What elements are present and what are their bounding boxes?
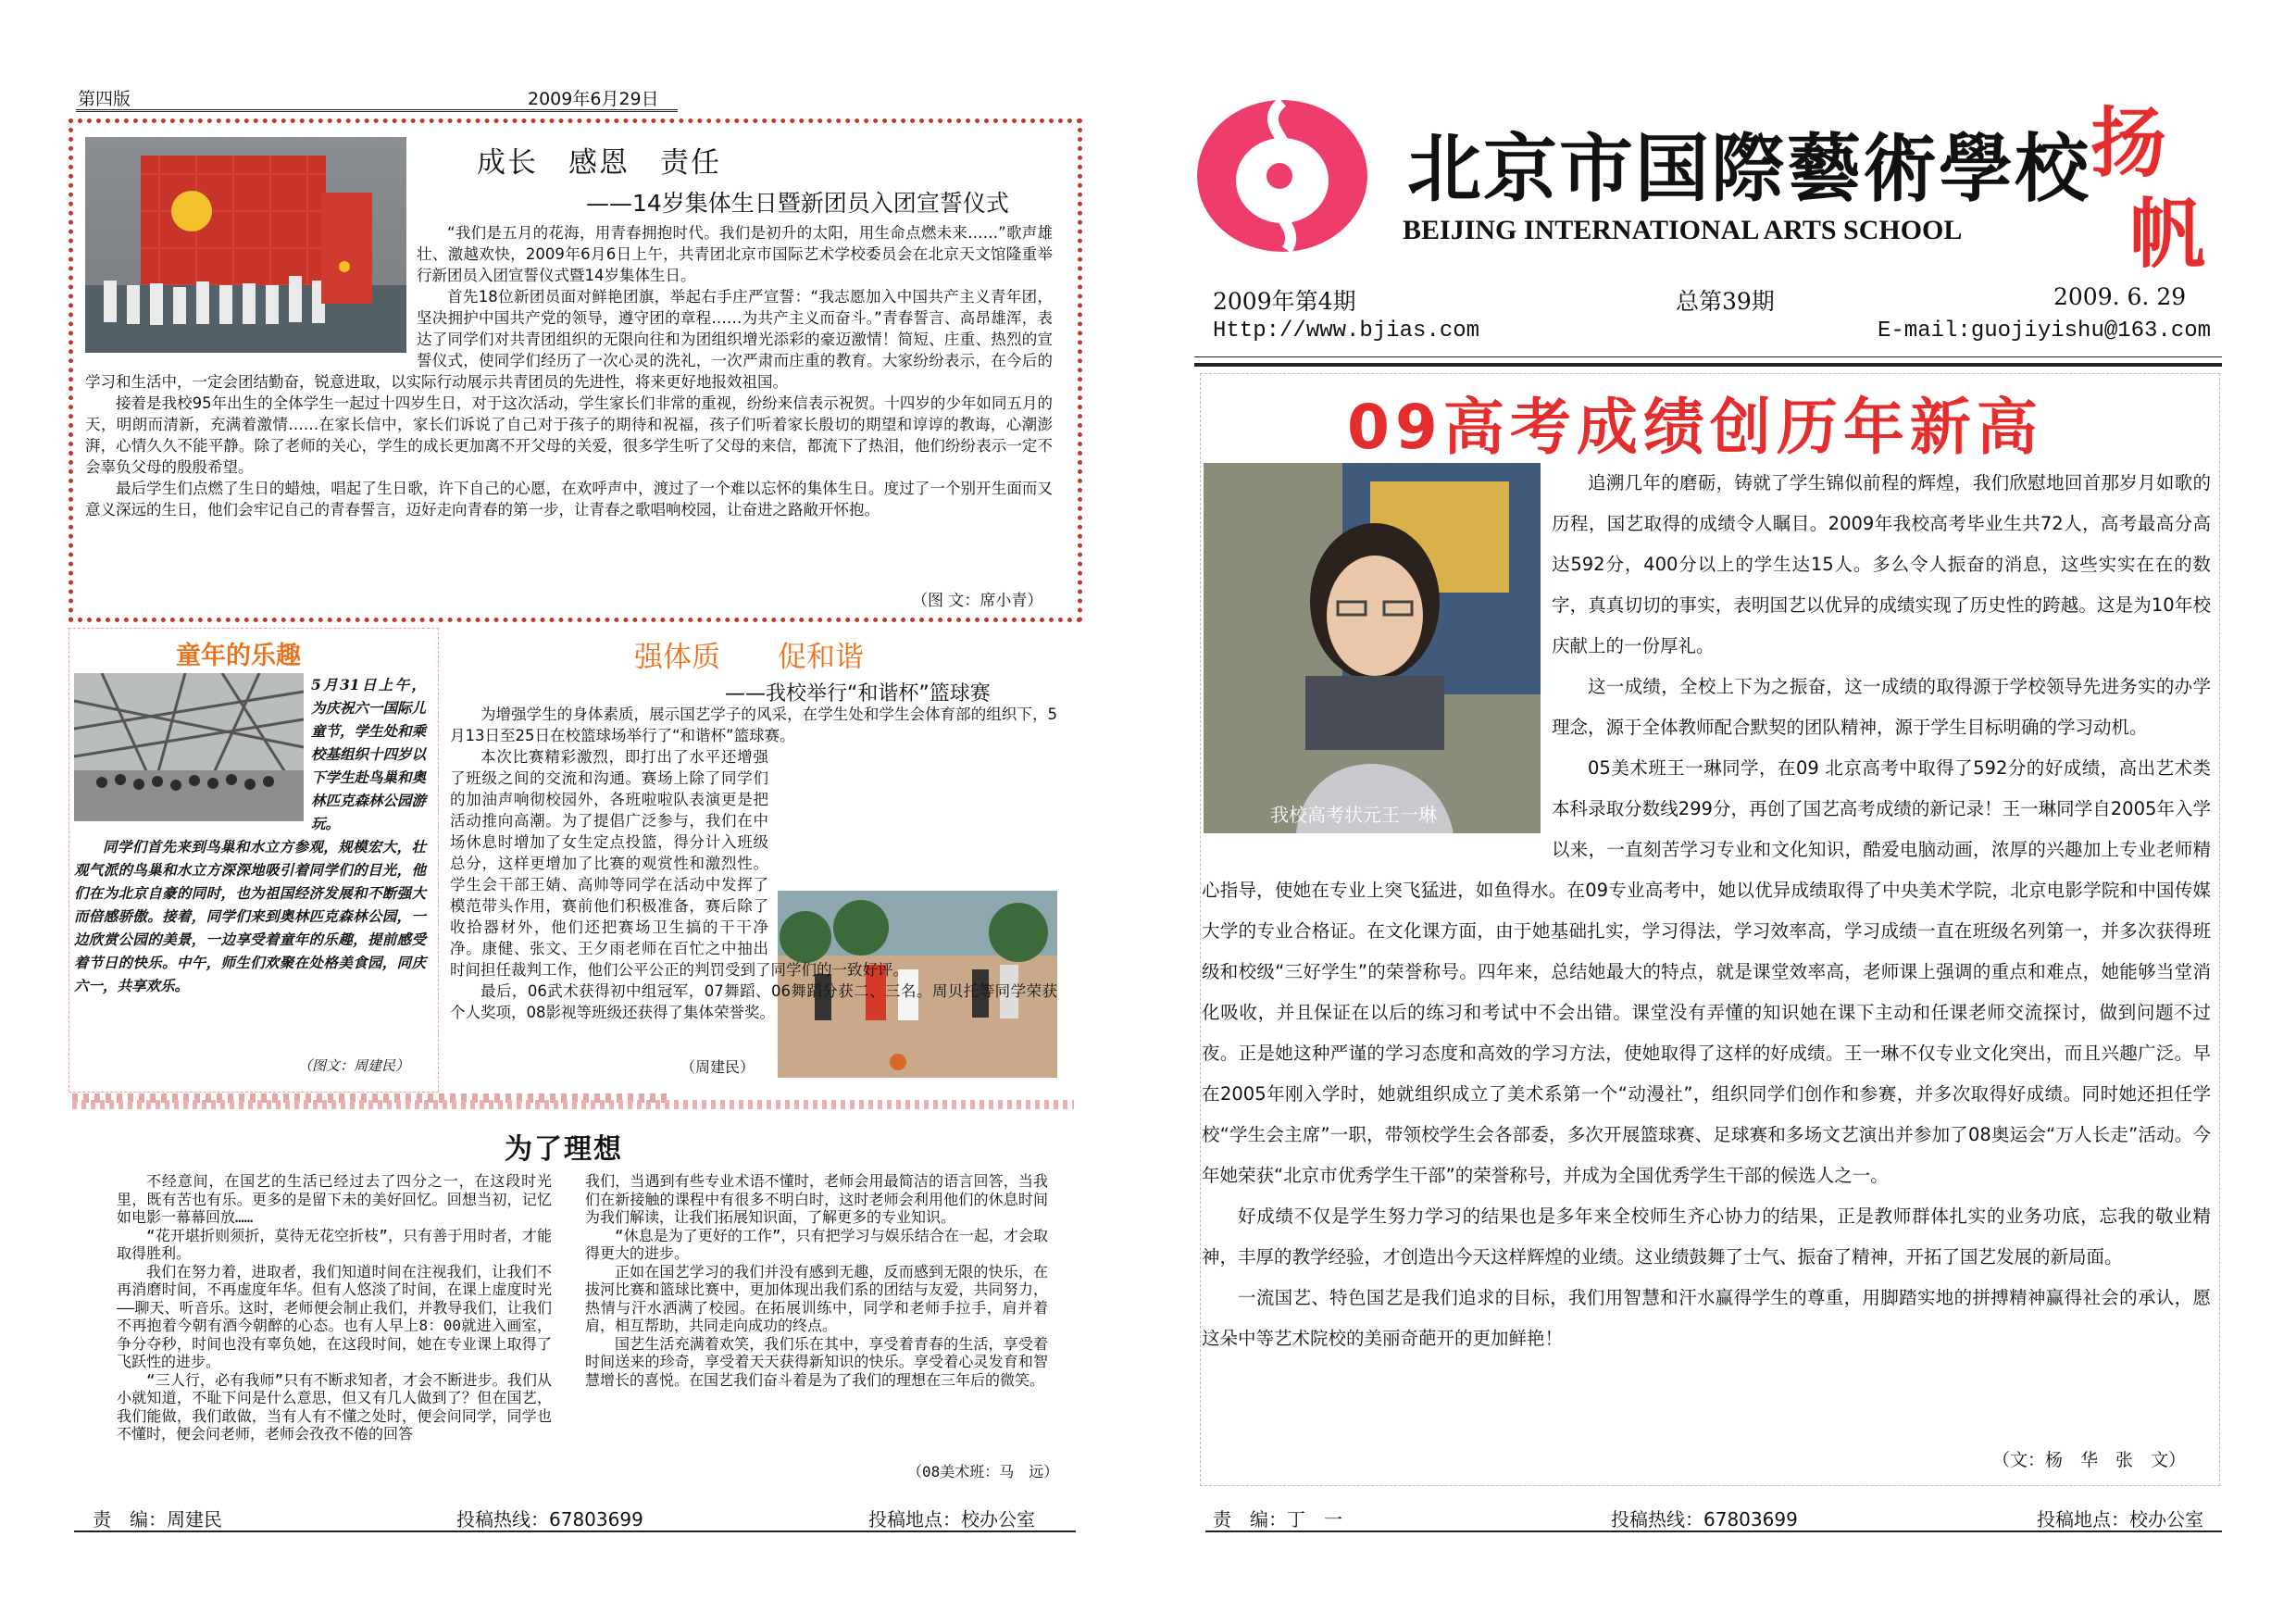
photo-wrap-spacer: [85, 222, 417, 356]
footer-rule: [1205, 1530, 2222, 1532]
footer-location: 投稿地点：校办公室: [868, 1508, 1035, 1530]
article-paragraph: 05美术班王一琳同学，在09 北京高考中取得了592分的好成绩，高出艺术类本科录取分数线299分，再创了国艺高考成绩的新记录！王一琳同学自2005年入学以来，一直刻苦学习专业和文化知识，酷爱电脑动画，浓厚的兴趣加上专业老师精心指导，使她在专业上突飞猛进，如鱼得水。在09专业高考中，她以优异成绩取得了中央美术学院，北京电影学院和中国传媒大学的专业合格证。在文化课方面，由于她基础扎实，学习得法，学习效率高，学习成绩一直在班级名列第一，并多次获得班级和校级“三好学生”的荣誉称号。四年来，总结她最大的特点，就是课堂效率高，老师课上强调的重点和难点，她能够当堂消化吸收，并且保证在以后的练习和考试中不会出错。课堂没有弄懂的知识她在课下主动和任课老师交流探讨，做到问题不过夜。正是她这种严谨的学习态度和高效的学习方法，使她取得了这样的好成绩。王一琳不仅专业文化突出，而且兴趣广泛。早在2005年刚入学时，她就组织成立了美术系第一个“动漫社”，组织同学们创作和参赛，并多次取得好成绩。同时她还担任学校“学生会主席”一职，带领校学生会各部委，多次开展篮球赛、足球赛和多场文艺演出并参加了08奥运会“万人长走”活动。今年她荣获“北京市优秀学生干部”的荣誉称号，并成为全国优秀学生干部的候选人之一。: [1202, 757, 2211, 1186]
footer-hotline: 投稿热线：67803699: [1611, 1508, 1798, 1530]
footer-rule: [74, 1530, 1076, 1532]
school-name-en: BEIJING INTERNATIONAL ARTS SCHOOL: [1403, 215, 1963, 245]
article-4-paragraph: “休息是为了更好的工作”，只有把学习与娱乐结合在一起，才会取得更大的进步。: [585, 1226, 1048, 1262]
article-4-paragraph: “花开堪折则须折，莫待无花空折枝”，只有善于用时者，才能取得胜利。: [117, 1226, 552, 1262]
headline: 09高考成绩创历年新高: [1347, 392, 2043, 463]
article-1-paragraph: “我们是五月的花海，用青春拥抱时代。我们是初升的太阳，用生命点燃未来……”歌声雄壮、激越欢快，2009年6月6日上午，共青团北京市国际艺术学校委员会在北京天文馆隆重举行新团员入团宣誓仪式暨14岁集体生日。: [417, 224, 1053, 284]
masthead-rule-thick: [1194, 363, 2222, 367]
footer-location: 投稿地点：校办公室: [2037, 1508, 2203, 1530]
article-3-body: [450, 704, 1057, 1023]
article-2-credit: （图文：周建民）: [298, 1057, 410, 1074]
article-3-title: 强体质 促和谐: [634, 641, 864, 674]
article-2-title: 童年的乐趣: [176, 642, 301, 670]
article-2-body: [74, 673, 426, 997]
photo-wrap-spacer: [1202, 463, 1552, 839]
school-logo: [1194, 93, 1370, 255]
article-1-credit: （图 文：席小青）: [912, 592, 1043, 610]
article-4-credit: （08美术班：马 远）: [907, 1463, 1059, 1480]
article-paragraph: 一流国艺、特色国艺是我们追求的目标，我们用智慧和汗水赢得学生的尊重，用脚踏实地的拼搏精神赢得社会的承认，愿这朵中等艺术院校的美丽奇葩开的更加鲜艳！: [1202, 1287, 2211, 1349]
photo-wrap-spacer: [768, 746, 1057, 943]
article-4-col-1: [117, 1172, 552, 1443]
article-4-paragraph: 国艺生活充满着欢笑，我们乐在其中，享受着青春的生活，享受着时间送来的珍奇，享受着天天获得新知识的快乐。享受着心灵发育和智慧增长的喜悦。在国艺我们奋斗着是为了我们的理想在三年后的微笑。: [585, 1334, 1048, 1389]
school-logo-icon: [1194, 93, 1370, 255]
article-1-body: [85, 222, 1053, 520]
article-1-paragraph: 首先18位新团员面对鲜艳团旗，举起右手庄严宣誓：“我志愿加入中国共产主义青年团，坚决拥护中国共产党的领导，遵守团的章程……为共产主义而奋斗。”青春誓言、高昂雄浑，表达了同学们对共青团组织的无限向往和为团组织增光添彩的豪迈激情！简短、庄重、热烈的宣誓仪式，使同学们经历了一次心灵的洗礼，一次严肃而庄重的教育。大家纷纷表示，在今后的学习和生活中，一定会团结勤奋，锐意进取，以实际行动展示共青团员的先进性，将来更好地报效祖国。: [85, 288, 1053, 391]
paper-name-char-1: 扬: [2090, 99, 2167, 188]
footer-hotline: 投稿热线：67803699: [456, 1508, 643, 1530]
article-4-paragraph: 正如在国艺学习的我们并没有感到无趣，反而感到无限的快乐，在拔河比赛和篮球比赛中，更加体现出我们系的团结与友爱，共同努力，热情与汗水洒满了校园。在拓展训练中，同学和老师手拉手，肩并着肩，相互帮助，共同走向成功的终点。: [585, 1262, 1048, 1334]
header-rule: [76, 109, 678, 112]
email-link[interactable]: E-mail:guojiyishu@163.com: [1878, 319, 2212, 344]
article-paragraph: 这一成绩，全校上下为之振奋，这一成绩的取得源于学校领导先进务实的办学理念，源于全体教师配合默契的团队精神，源于学生目标明确的学习动机。: [1552, 676, 2211, 738]
article-1-paragraph: 接着是我校95年出生的全体学生一起过十四岁生日，对于这次活动，学生家长们非常的重视，纷纷来信表示祝贺。十四岁的少年如同五月的天，明朗而清新，充满着激情……在家长信中，家长们诉说了自己对于孩子的期待和祝福，孩子们听着家长殷切的期望和谆谆的教诲，心潮澎湃，心情久久不能平静。除了老师的关心，学生的成长更加离不开父母的关爱，很多学生听了父母的来信，都流下了热泪，他们纷纷表示一定不会辜负父母的殷殷希望。: [85, 394, 1053, 476]
article-4-title: 为了理想: [505, 1133, 623, 1166]
article-4-paragraph: 我们在努力着，进取者，我们知道时间在注视我们，让我们不再消磨时间，不再虚度年华。但有人悠淡了时间，在课上虚度时光——聊天、听音乐。这时，老师便会制止我们，并教导我们，让我们不再抱着今朝有酒今朝醉的心态。也有人早上8：00就进入画室，争分夺秒，时间也没有辜负她，在这段时间，她在专业课上取得了飞跃性的进步。: [117, 1262, 552, 1370]
article-credit: （文：杨 华 张 文）: [1992, 1450, 2187, 1470]
website-link[interactable]: Http://www.bjias.com: [1213, 319, 1480, 344]
article-4-paragraph: 不经意间，在国艺的生活已经过去了四分之一，在这段时光里，既有苦也有乐。更多的是留下未的美好回忆。回想当初，记忆如电影一幕幕回放……: [117, 1172, 552, 1226]
article-3-subtitle: ——我校举行“和谐杯”篮球赛: [725, 682, 991, 706]
school-name-cn: 北京市国際藝術學校: [1407, 125, 2090, 212]
article-1-title: 成长 感恩 责任: [477, 146, 721, 180]
article-4-paragraph: “三人行，必有我师”只有不断求知者，才会不断进步。我们从小就知道，不耻下问是什么意思，但又有几人做到了？但在国艺，我们能做，我们敢做，当有人有不懂之处时，便会问同学，同学也不懂时，便会问老师，老师会孜孜不倦的回答: [117, 1370, 552, 1443]
edition-label: 第四版: [78, 89, 131, 109]
article-4-col-2: [585, 1172, 1048, 1389]
photo-wrap-spacer: [74, 673, 311, 819]
page-date: 2009年6月29日: [528, 89, 659, 109]
article-1-subtitle: ——14岁集体生日暨新团员入团宣誓仪式: [586, 190, 1009, 217]
footer-editor: 责 编：周建民: [93, 1508, 222, 1530]
article-3-paragraph: 本次比赛精彩激烈，即打出了水平还增强了班级之间的交流和沟通。赛场上除了同学们的加油声响彻校园外，各班啦啦队表演更是把活动推向高潮。为了提倡广泛参与，我们在中场休息时增加了女生定点投篮，得分计入班级总分，这样更增加了比赛的观赏性和激烈性。学生会干部王婧、高帅等同学在活动中发挥了模范带头作用，赛前他们积极准备，赛后除了收拾器材外，他们还把赛场卫生搞的干干净净。康健、张文、王夕雨老师在百忙之中抽出时间担任裁判工作，他们公平公正的判罚受到了同学们的一致好评。: [450, 748, 908, 979]
article-paragraph: 好成绩不仅是学生努力学习的结果也是多年来全校师生齐心协力的结果，正是教师群体扎实的业务功底，忘我的敬业精神，丰厚的教学经验，才创造出今天这样辉煌的业绩。这业绩鼓舞了士气、振奋了精神，开拓了国艺发展的新局面。: [1202, 1206, 2211, 1268]
issue-number: 2009年第4期: [1213, 288, 1356, 315]
paper-name-char-2: 帆: [2129, 190, 2206, 279]
issue-total: 总第39期: [1676, 288, 1775, 315]
article-1-paragraph: 最后学生们点燃了生日的蜡烛，唱起了生日歌，许下自己的心愿，在欢呼声中，渡过了一个难以忘怀的集体生日。度过了一个别开生面而又意义深远的生日，他们会牢记自己的青春誓言，迈好走向青春的第一步，让青春之歌唱响校园，让奋进之路敞开怀抱。: [85, 480, 1053, 518]
footer-editor: 责 编：丁 一: [1213, 1508, 1342, 1530]
article-3-paragraph: 为增强学生的身体素质，展示国艺学子的风采，在学生处和学生会体育部的组织下，5月13日至25日在校篮球场举行了“和谐杯”篮球赛。: [450, 706, 1057, 744]
article-2-paragraph: 同学们首先来到鸟巢和水立方参观，规模宏大，壮观气派的鸟巢和水立方深深地吸引着同学们的目光，他们在为北京自豪的同时，也为祖国经济发展和不断强大而倍感骄傲。接着，同学们来到奥林匹克森林公园，一边欣赏公园的美景，一边享受着童年的乐趣，提前感受着节日的快乐。中午，师生们欢聚在处格美食园，同庆六一，共享欢乐。: [74, 838, 426, 994]
masthead-rule-thin: [1194, 356, 2222, 357]
article-4-paragraph: 我们，当遇到有些专业术语不懂时，老师会用最简洁的语言回答，当我们在新接触的课程中有很多不明白时，这时老师会利用他们的休息时间为我们解读，让我们拓展知识面，了解更多的专业知识。: [585, 1172, 1048, 1226]
issue-date: 2009. 6. 29: [2053, 283, 2187, 310]
photo-caption: 我校高考状元王一琳: [1270, 804, 1437, 826]
article-body: [1202, 463, 2211, 1359]
article-2-paragraph: 5月31日上午，为庆祝六一国际儿童节，学生处和乘校基组织十四岁以下学生赴鸟巢和奥林匹克森林公园游玩。: [311, 676, 427, 832]
article-3-credit: （周建民）: [680, 1058, 755, 1076]
article-3-paragraph: 最后，06武术获得初中组冠军，07舞蹈、06舞蹈分获二、三名。周贝托等同学荣获个人奖项，08影视等班级还获得了集体荣誉奖。: [450, 982, 1057, 1021]
bottom-lace-border: [72, 1100, 1074, 1109]
article-paragraph: 追溯几年的磨砺，铸就了学生锦似前程的辉煌，我们欣慰地回首那岁月如歌的历程，国艺取得的成绩令人瞩目。2009年我校高考毕业生共72人，高考最高分高达592分，400分以上的学生达15人。多么令人振奋的消息，这些实实在在的数字，真真切切的事实，表明国艺以优异的成绩实现了历史性的跨越。这是为10年校庆献上的一份厚礼。: [1552, 472, 2211, 656]
